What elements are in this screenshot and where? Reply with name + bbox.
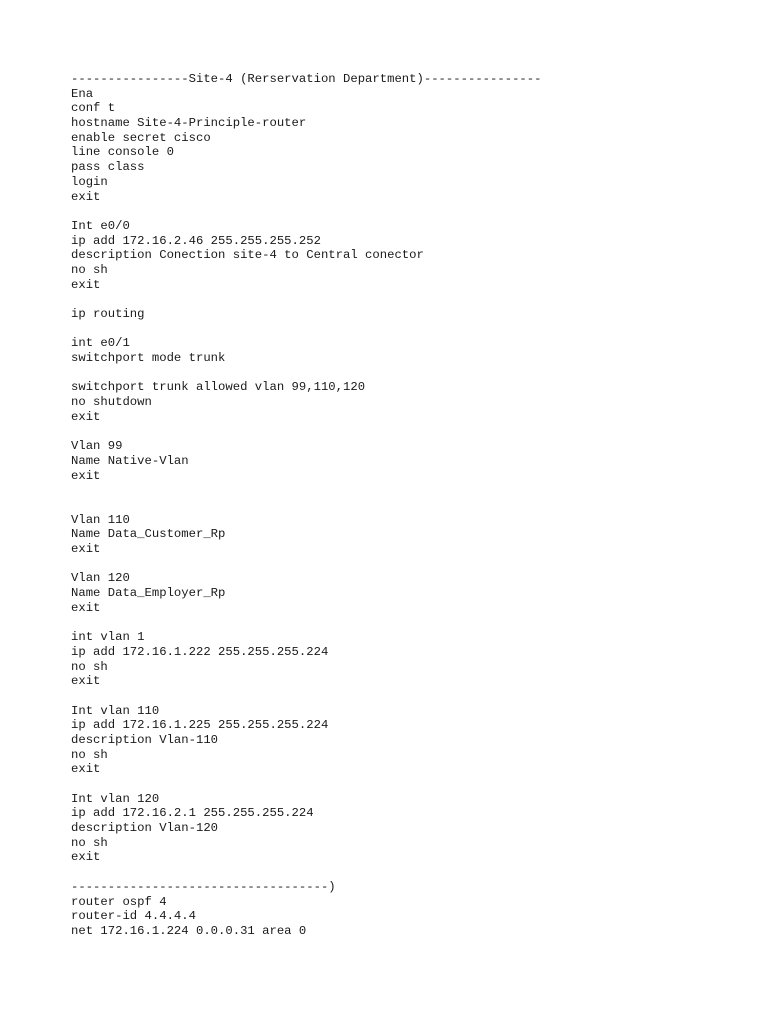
text-line: exit <box>71 409 101 424</box>
text-line: switchport trunk allowed vlan 99,110,120 <box>71 380 366 395</box>
text-line: int e0/1 <box>71 336 130 351</box>
text-line <box>71 615 541 630</box>
text-line: enable secret cisco <box>71 130 211 145</box>
text-line: ip routing <box>71 307 145 321</box>
text-line: exit <box>71 468 101 483</box>
text-line <box>71 498 541 513</box>
text-line: line console 0 <box>71 145 174 160</box>
text-line: Name Native-Vlan <box>71 453 189 468</box>
text-line: pass class <box>71 160 145 175</box>
text-line: ip add 172.16.1.222 255.255.255.224 <box>71 644 329 659</box>
text-line: net 172.16.1.224 0.0.0.31 area 0 <box>71 923 307 938</box>
text-line: no sh <box>71 835 108 850</box>
text-line <box>71 557 541 572</box>
text-line: Vlan 110 <box>71 512 130 527</box>
text-line: ip add 172.16.1.225 255.255.255.224 <box>71 718 329 733</box>
text-line: description Vlan-120 <box>71 821 219 836</box>
text-line: exit <box>71 542 101 556</box>
text-line: Name Data_Customer_Rp <box>71 527 226 542</box>
text-line <box>71 689 541 704</box>
text-line: description Conection site-4 to Central conector <box>71 248 424 263</box>
text-line: ip add 172.16.2.1 255.255.255.224 <box>71 806 314 821</box>
text-line <box>71 777 541 792</box>
text-line: Vlan 120 <box>71 571 130 586</box>
text-line <box>71 425 541 440</box>
text-line <box>71 865 541 880</box>
text-line <box>71 483 541 498</box>
text-line: exit <box>71 189 101 204</box>
text-line: login <box>71 174 108 189</box>
text-line <box>71 322 541 337</box>
text-line: -----------------------------------) <box>71 879 336 894</box>
text-line: ip add 172.16.2.46 255.255.255.252 <box>71 233 321 248</box>
text-line: exit <box>71 600 101 615</box>
text-line: conf t <box>71 101 116 116</box>
text-line: no sh <box>71 659 108 674</box>
text-line: switchport mode trunk <box>71 351 226 366</box>
text-line: int vlan 1 <box>71 630 145 645</box>
text-line: hostname Site-4-Principle-router <box>71 116 307 131</box>
text-line: Name Data_Employer_Rp <box>71 586 226 601</box>
text-line: no sh <box>71 262 108 277</box>
text-line: no shutdown <box>71 395 152 410</box>
text-line: ----------------Site-4 (Rerservation Department)---------------- <box>71 72 542 86</box>
text-line <box>71 292 541 307</box>
config-text-block <box>71 72 541 939</box>
text-line: exit <box>71 277 101 292</box>
text-line: no sh <box>71 747 108 762</box>
text-line: exit <box>71 762 101 777</box>
text-line <box>71 366 541 381</box>
text-line: router-id 4.4.4.4 <box>71 909 196 924</box>
text-line: description Vlan-110 <box>71 732 219 747</box>
text-line: Int vlan 110 <box>71 703 160 718</box>
text-line: exit <box>71 850 101 865</box>
text-line: Int e0/0 <box>71 218 130 233</box>
text-line: Vlan 99 <box>71 439 123 454</box>
text-line <box>71 204 541 219</box>
text-line: exit <box>71 674 101 689</box>
text-line: Int vlan 120 <box>71 791 160 806</box>
text-line: router ospf 4 <box>71 894 167 909</box>
text-line: Ena <box>71 86 94 101</box>
